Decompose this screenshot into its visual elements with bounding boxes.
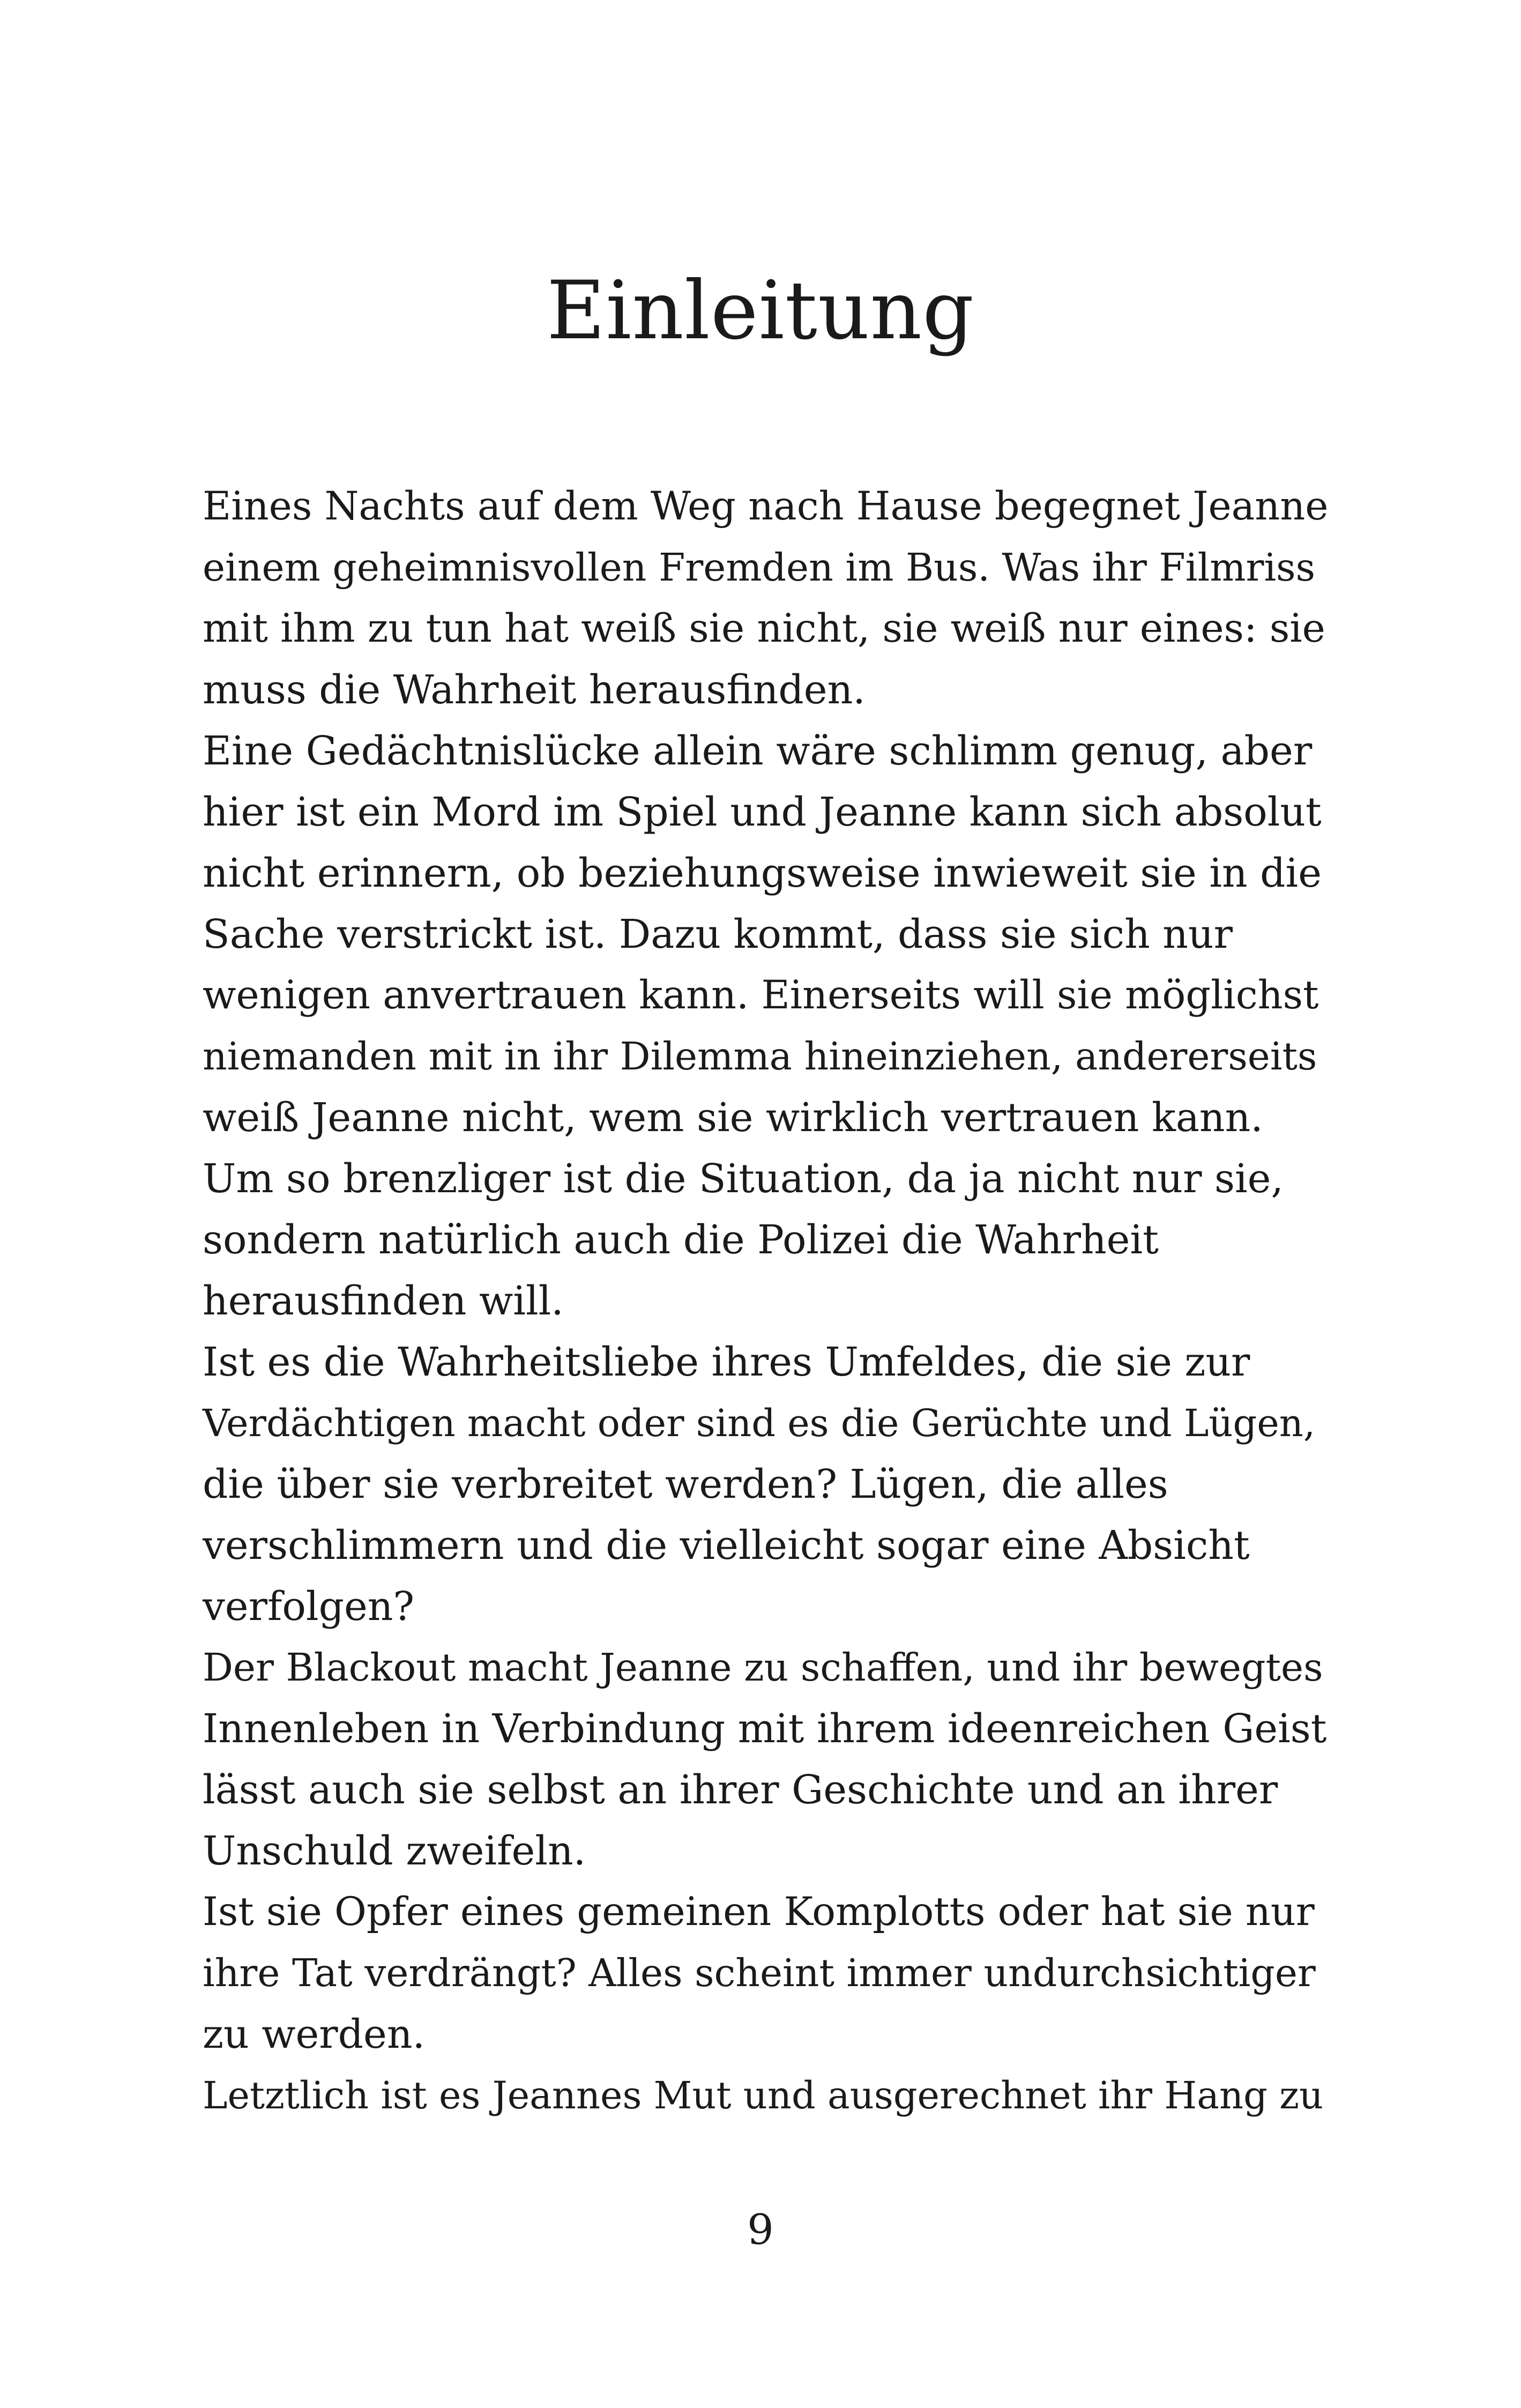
text-line: Um so brenzliger ist die Situation, da ja nicht nur sie, [203, 1156, 1284, 1202]
text-line: Unschuld zweifeln. [203, 1828, 586, 1874]
text-line: nicht erinnern, ob beziehungsweise inwieweit sie in die [203, 850, 1322, 896]
text-line: Letztlich ist es Jeannes Mut und ausgerechnet ihr Hang zu [203, 2073, 1324, 2117]
text-line: Ist es die Wahrheitsliebe ihres Umfeldes, die sie zur [203, 1339, 1250, 1385]
text-line: Der Blackout macht Jeanne zu schaffen, und ihr bewegtes [203, 1645, 1323, 1690]
text-line: ihre Tat verdrängt? Alles scheint immer undurchsichtiger [203, 1951, 1316, 1995]
text-line: wenigen anvertrauen kann. Einerseits will sie möglichst [203, 972, 1319, 1018]
text-line: mit ihm zu tun hat weiß sie nicht, sie weiß nur eines: sie [203, 606, 1325, 651]
body-text [203, 476, 1328, 2126]
text-line: niemanden mit in ihr Dilemma hineinziehen, andererseits [203, 1034, 1317, 1079]
page-number: 9 [747, 2206, 774, 2254]
text-line: einem geheimnisvollen Fremden im Bus. Was ihr Filmriss [203, 545, 1316, 590]
text-line: Verdächtigen macht oder sind es die Gerüchte und Lügen, [203, 1401, 1316, 1445]
text-line: Eine Gedächtnislücke allein wäre schlimm genug, aber [203, 728, 1313, 774]
text-line: verfolgen? [203, 1584, 415, 1630]
text-line: weiß Jeanne nicht, wem sie wirklich vertrauen kann. [203, 1095, 1263, 1141]
text-line: hier ist ein Mord im Spiel und Jeanne kann sich absolut [203, 789, 1322, 835]
text-line: sondern natürlich auch die Polizei die Wahrheit [203, 1217, 1159, 1263]
text-line: Innenleben in Verbindung mit ihrem ideenreichen Geist [203, 1706, 1327, 1752]
text-line: Eines Nachts auf dem Weg nach Hause begegnet Jeanne [203, 484, 1329, 529]
chapter-title: Einleitung [546, 264, 975, 358]
text-line: Sache verstrickt ist. Dazu kommt, dass sie sich nur [203, 911, 1233, 957]
text-line: verschlimmern und die vielleicht sogar eine Absicht [203, 1522, 1250, 1569]
text-line: Ist sie Opfer eines gemeinen Komplotts oder hat sie nur [203, 1889, 1315, 1935]
text-line: lässt auch sie selbst an ihrer Geschichte und an ihrer [203, 1767, 1278, 1813]
text-line: die über sie verbreitet werden? Lügen, die alles [203, 1461, 1168, 1507]
text-line: zu werden. [203, 2011, 426, 2057]
text-line: herausfinden will. [203, 1278, 564, 1324]
text-line: muss die Wahrheit herausfinden. [203, 667, 866, 713]
